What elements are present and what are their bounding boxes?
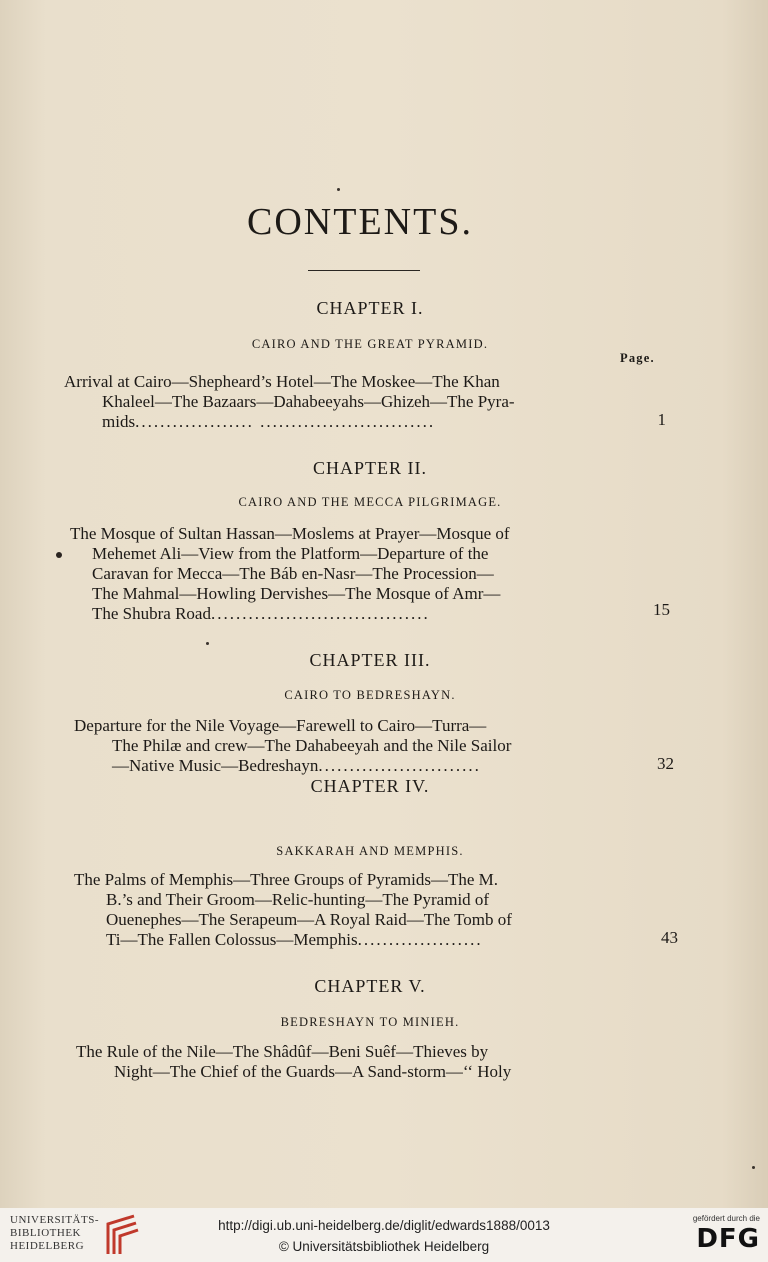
entry-line: The Shubra Road (92, 604, 211, 623)
entry-line: Ouenephes—The Serapeum—A Royal Raid—The Tomb of (106, 910, 512, 929)
entry-line: The Mahmal—Howling Dervishes—The Mosque of Amr— (92, 584, 501, 603)
copyright-notice: © Universitätsbibliothek Heidelberg (278, 1239, 490, 1254)
permalink[interactable]: http://digi.ub.uni-heidelberg.de/diglit/edwards1888/0013 (218, 1218, 550, 1233)
dot-leader: .................... (357, 930, 483, 949)
entry-line: Departure for the Nile Voyage—Farewell to Cairo—Turra— (74, 716, 487, 735)
dfg-logo: DFG (696, 1224, 760, 1254)
page-speck (206, 642, 209, 645)
chapter-4-heading: CHAPTER IV. (310, 776, 430, 796)
chapter-5-heading: CHAPTER V. (314, 976, 426, 996)
chapter-1-entry (64, 372, 630, 432)
page-column-label: Page. (620, 351, 655, 365)
entry-line: The Mosque of Sultan Hassan—Moslems at Prayer—Mosque of (70, 524, 510, 543)
chapter-4-entry (74, 870, 640, 950)
chapter-3-entry (74, 716, 640, 776)
library-name-line: HEIDELBERG (10, 1240, 85, 1252)
page-title: CONTENTS. (247, 201, 473, 243)
chapter-2-page: 15 (653, 600, 670, 619)
entry-line: Mehemet Ali—View from the Platform—Departure of the (92, 544, 489, 563)
title-rule (308, 270, 420, 271)
chapter-4-subtitle: SAKKARAH AND MEMPHIS. (276, 844, 464, 858)
entry-line: The Philæ and crew—The Dahabeeyah and the Nile Sailor (112, 736, 512, 755)
dot-leader: ................... ............................ (135, 412, 436, 431)
chapter-1-page: 1 (657, 410, 666, 429)
chapter-2-heading: CHAPTER II. (313, 458, 427, 478)
entry-line: Khaleel—The Bazaars—Dahabeeyahs—Ghizeh—The Pyra- (102, 392, 515, 411)
chapter-1-heading: CHAPTER I. (316, 298, 424, 318)
chapter-3-page: 32 (657, 754, 674, 773)
chapter-2-subtitle: CAIRO AND THE MECCA PILGRIMAGE. (238, 495, 502, 509)
entry-line: Caravan for Mecca—The Báb en-Nasr—The Procession— (92, 564, 494, 583)
chapter-1-subtitle: CAIRO AND THE GREAT PYRAMID. (251, 337, 489, 351)
entry-line: Ti—The Fallen Colossus—Memphis (106, 930, 358, 949)
margin-mark (56, 552, 62, 558)
page-speck (337, 188, 340, 191)
chapter-5-entry (76, 1042, 642, 1082)
entry-line: The Palms of Memphis—Three Groups of Pyramids—The M. (74, 870, 498, 889)
entry-line: mids (102, 412, 136, 431)
entry-line: Night—The Chief of the Guards—A Sand-storm—‘‘ Holy (114, 1062, 512, 1081)
library-name-line: UNIVERSITÄTS- (10, 1214, 99, 1226)
library-name-line: BIBLIOTHEK (10, 1227, 81, 1239)
entry-line: —Native Music—Bedreshayn (112, 756, 319, 775)
chapter-5-subtitle: BEDRESHAYN TO MINIEH. (280, 1015, 460, 1029)
dot-leader: ................................... (210, 604, 430, 623)
dot-leader: .......................... (318, 756, 481, 775)
entry-line: The Rule of the Nile—The Shâdûf—Beni Suêf—Thieves by (76, 1042, 489, 1061)
funder-note: gefördert durch die (692, 1214, 760, 1223)
chapter-3-subtitle: CAIRO TO BEDRESHAYN. (284, 688, 456, 702)
chapter-3-heading: CHAPTER III. (309, 650, 431, 670)
chapter-2-entry (70, 524, 636, 624)
page-speck (752, 1166, 755, 1169)
entry-line: Arrival at Cairo—Shepheard’s Hotel—The Moskee—The Khan (64, 372, 500, 391)
viewer-footer (0, 1208, 768, 1262)
chapter-4-page: 43 (661, 928, 678, 947)
entry-line: B.’s and Their Groom—Relic-hunting—The Pyramid of (106, 890, 490, 909)
